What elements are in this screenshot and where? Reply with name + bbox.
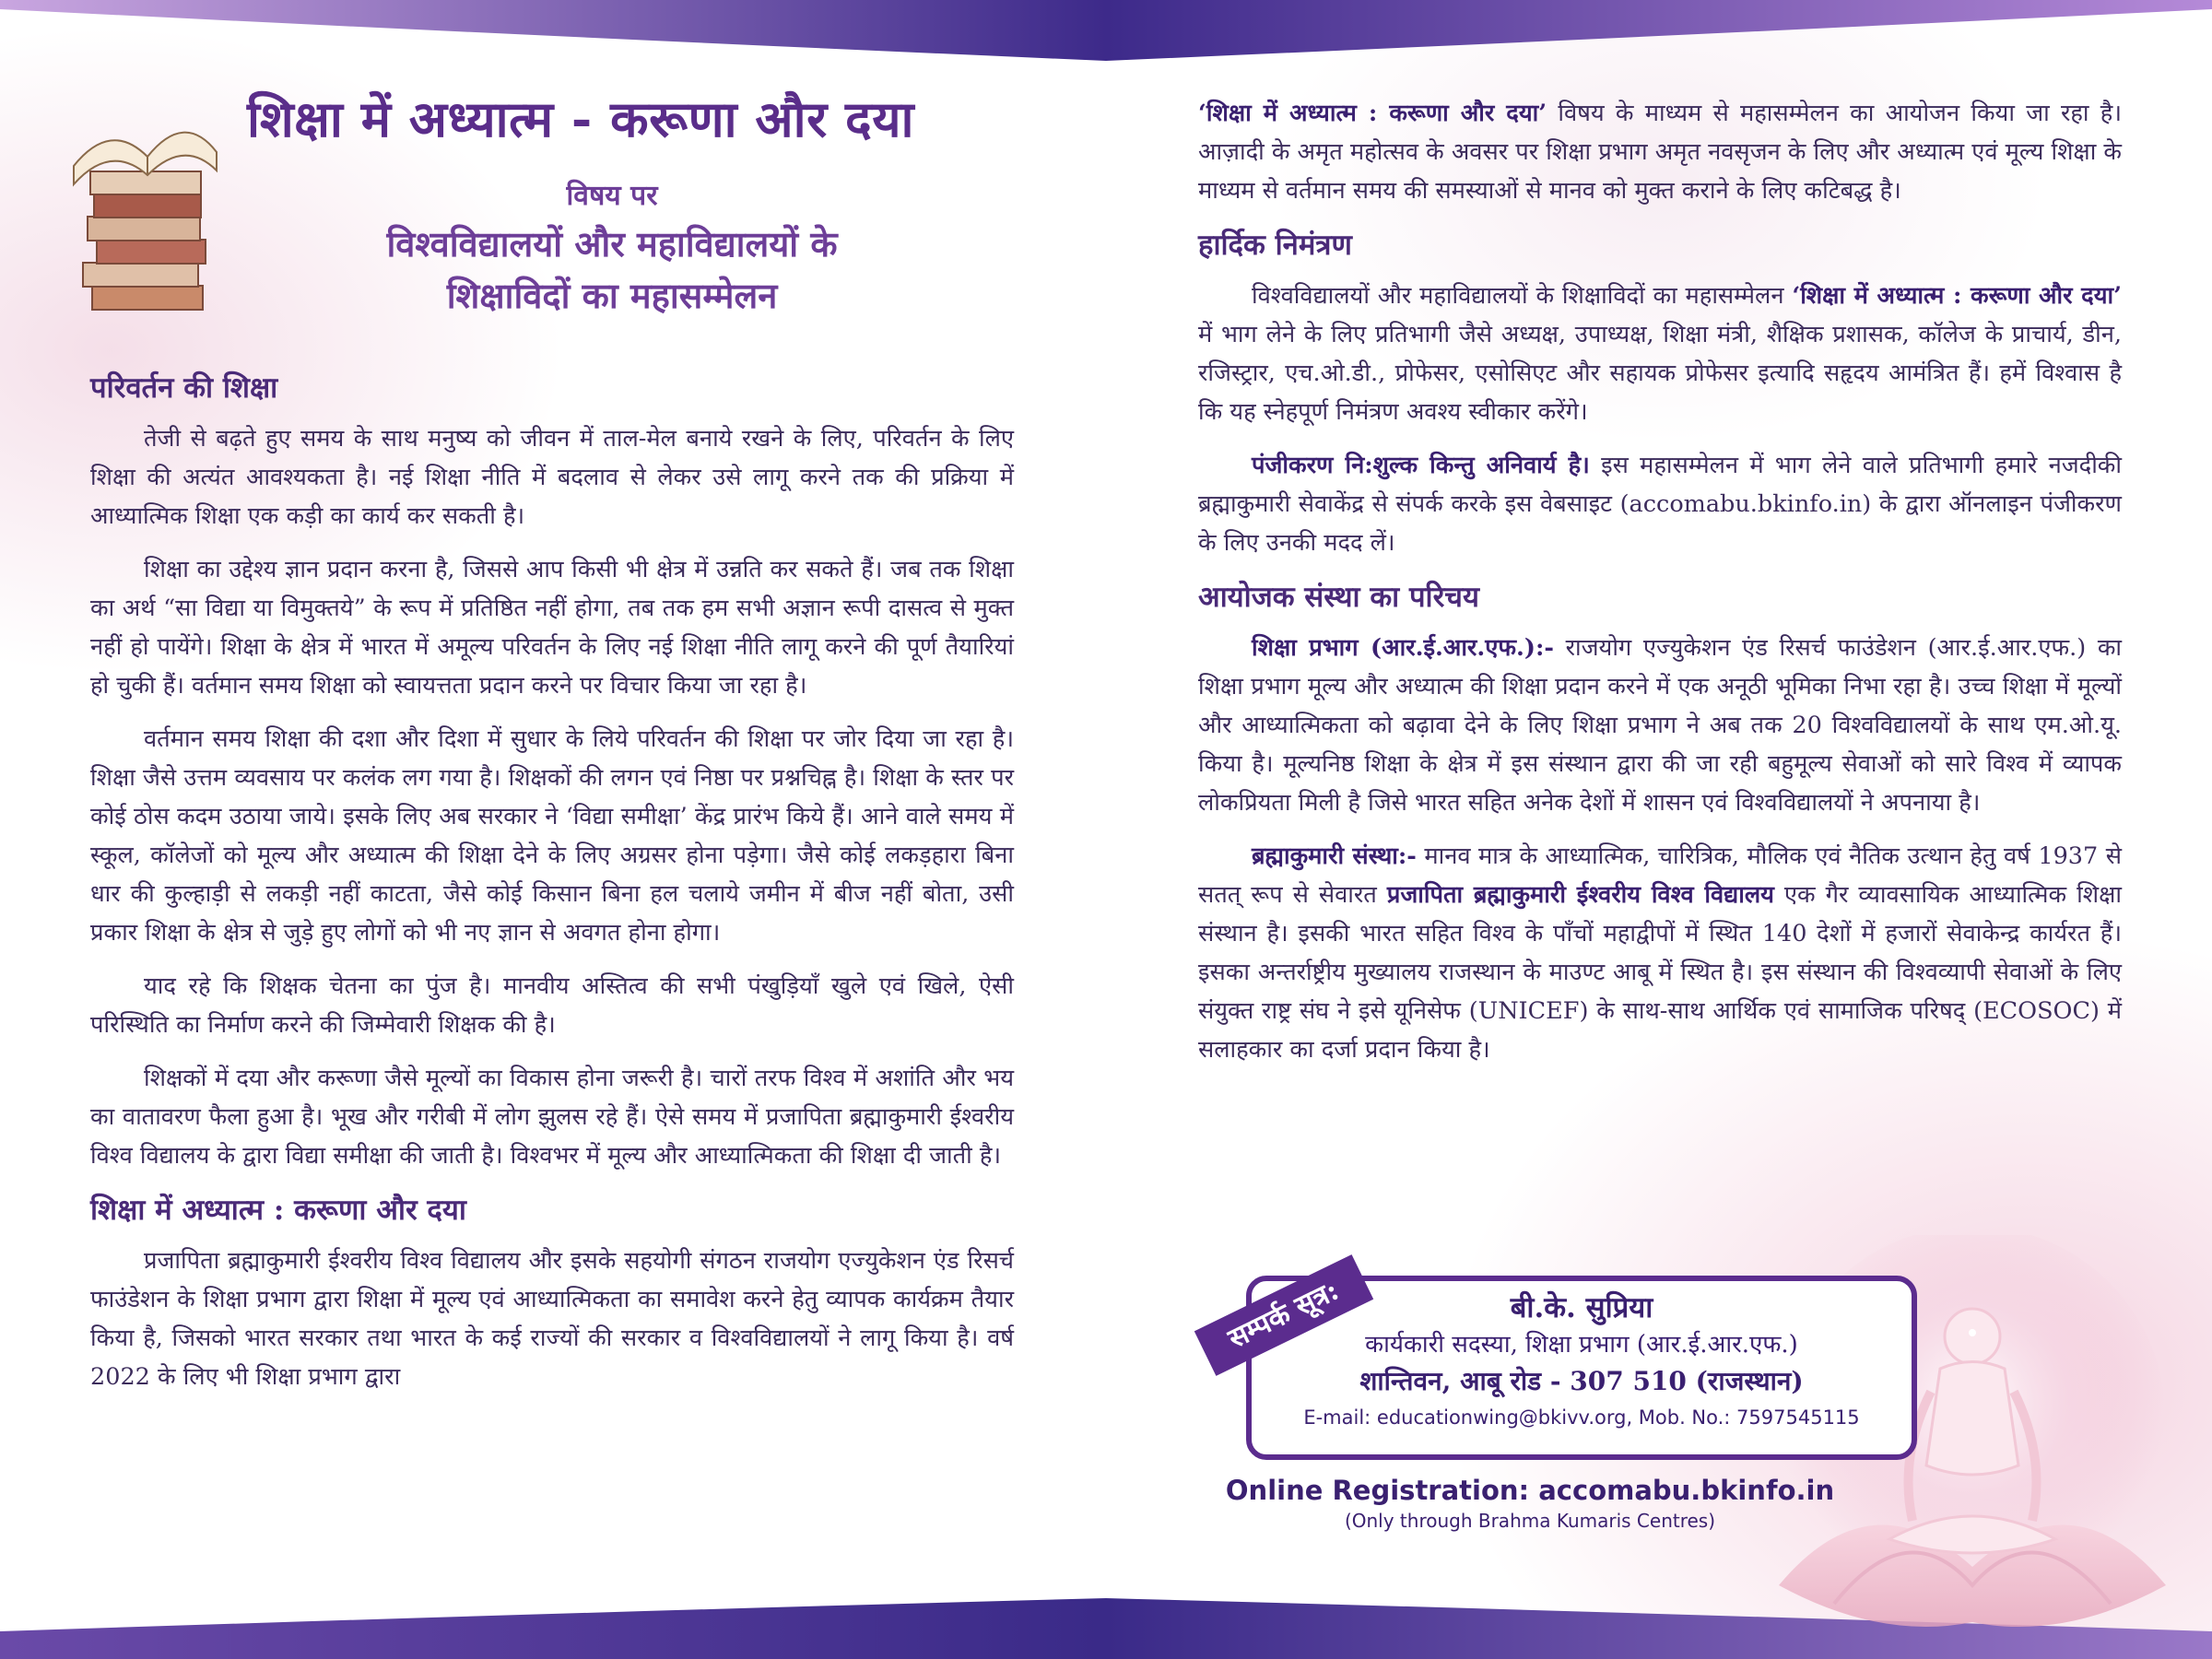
paragraph: शिक्षकों में दया और करूणा जैसे मूल्यों का विकास होना जरूरी है। चारों तरफ विश्व में अशांति और भय का वातावरण फैला हुआ है। भूख और गरीबी में लोग झुलस रहे हैं। ऐसे समय में प्रजापिता ब्रह्माकुमारी ईश्वरीय विश्व विद्यालय के द्वारा विद्या समीक्षा की जाती है। विश्वभर में मूल्य और आध्यात्मिकता की शिक्षा दी जाती है। [90, 1065, 1014, 1170]
section-heading-parivartan: परिवर्तन की शिक्षा [90, 371, 278, 405]
paragraph-text: राजयोग एज्युकेशन एंड रिसर्च फाउंडेशन (आर.ई.आर.एफ.) का शिक्षा प्रभाग मूल्य और अध्यात्म की शिक्षा प्रदान करने में एक अनूठी भूमिका निभा रहा है। उच्च शिक्षा में मूल्यों और आध्यात्मिकता को बढ़ावा देने के लिए शिक्षा प्रभाग ने अब तक 20 विश्वविद्यालयों के साथ एम.ओ.यू. किया है। मूल्यनिष्ठ शिक्षा के क्षेत्र में इस संस्थान द्वारा की जा रही बहुमूल्य सेवाओं को सारे विश्व में व्यापक लोकप्रियता मिली है जिसे भारत सहित अनेक देशों में शासन एवं विश्वविद्यालयों ने अपनाया है। [1198, 634, 2123, 817]
section-heading-adhyatm: शिक्षा में अध्यात्म : करूणा और दया [90, 1194, 466, 1227]
paragraph: शिक्षा का उद्देश्य ज्ञान प्रदान करना है, जिससे आप किसी भी क्षेत्र में उन्नति कर सकते हैं। जब तक शिक्षा का अर्थ “सा विद्या या विमुक्तये” के रूप में प्रतिष्ठित नहीं होगा, तब तक हम सभी अज्ञान रूपी दासत्व से मुक्त नहीं हो पायेंगे। शिक्षा के क्षेत्र में भारत में अमूल्य परिवर्तन के लिए नई शिक्षा नीति लागू करने की पूर्ण तैयारियां हो चुकी हैं। वर्तमान समय शिक्षा को स्वायत्तता प्रदान करने पर विचार किया जा रहा है। [90, 556, 1014, 700]
paragraph-text: में भाग लेने के लिए प्रतिभागी जैसे अध्यक्ष, उपाध्यक्ष, शिक्षा मंत्री, शैक्षिक प्रशासक, कॉलेज के प्राचार्य, डीन, रजिस्ट्रार, एच.ओ.डी., प्रोफेसर, एसोसिएट और सहायक प्रोफेसर इत्यादि सहृदय आमंत्रित हैं। हमें विश्वास है कि यह स्नेहपूर्ण निमंत्रण अवश्य स्वीकार करेंगे। [1198, 321, 2122, 426]
section-heading-aayojak: आयोजक संस्था का परिचय [1198, 581, 1479, 614]
paragraph [1198, 276, 2122, 431]
paragraph-text: विषय के माध्यम से महासम्मेलन का आयोजन किया जा रहा है। आज़ादी के अमृत महोत्सव के अवसर पर शिक्षा प्रभाग अमृत नवसृजन के लिए और अध्यात्म एवं मूल्य शिक्षा के माध्यम से वर्तमान समय की समस्याओं से मानव को मुक्त कराने के लिए कटिबद्ध है। [1198, 100, 2122, 205]
contact-role: कार्यकारी सदस्या, शिक्षा प्रभाग (आर.ई.आर.एफ.) [1365, 1331, 1798, 1359]
contact-tag: सम्पर्क सूत्र: [1194, 1254, 1373, 1376]
paragraph: वर्तमान समय शिक्षा की दशा और दिशा में सुधार के लिये परिवर्तन की शिक्षा पर जोर दिया जा रहा है। शिक्षा जैसे उत्तम व्यवसाय पर कलंक लग गया है। शिक्षकों की लगन एवं निष्ठा पर प्रश्नचिह्न है। शिक्षा के स्तर पर कोई ठोस कदम उठाया जाये। इसके लिए अब सरकार ने ‘विद्या समीक्षा’ केंद्र प्रारंभ किये हैं। आने वाले समय में स्कूल, कॉलेजों को मूल्य और अध्यात्म की शिक्षा देने के लिए अग्रसर होना पड़ेगा। जैसे कोई लकड़हारा बिना धार की कुल्हाड़ी से लकड़ी नहीं काटता, जैसे कोई किसान बिना हल चलाये जमीन में बीज नहीं बोता, उसी प्रकार शिक्षा के क्षेत्र से जुड़े हुए लोगों को भी नए ज्ञान से अवगत होना होगा। [90, 725, 1014, 947]
section-heading-nimantran: हार्दिक निमंत्रण [1198, 229, 1352, 262]
paragraph [1198, 446, 2122, 562]
bold-phrase: प्रजापिता ब्रह्माकुमारी ईश्वरीय विश्व विद्यालय [1386, 881, 1774, 909]
bold-phrase: शिक्षा प्रभाग (आर.ई.आर.एफ.):- [1252, 634, 1554, 662]
hero-subtitle [210, 175, 1014, 322]
top-band [0, 0, 2212, 65]
right-column [1198, 94, 2122, 1084]
subtitle-line-2: शिक्षाविदों का महासम्मेलन [446, 275, 778, 316]
registration-block [1198, 1475, 1862, 1532]
bold-phrase: ‘शिक्षा में अध्यात्म : करूणा और दया’ [1198, 100, 1547, 127]
registration-link[interactable]: Online Registration: accomabu.bkinfo.in [1225, 1475, 1835, 1506]
subtitle-topic: विषय पर [566, 180, 658, 212]
paragraph [1198, 837, 2122, 1069]
paragraph-text: एक गैर व्यावसायिक आध्यात्मिक शिक्षा संस्थान है। इसकी भारत सहित विश्व के पाँचों महाद्वीपों में स्थित 140 देशों में हजारों सेवाकेन्द्र कार्यरत हैं। इसका अन्तर्राष्ट्रीय मुख्यालय राजस्थान के माउण्ट आबू में स्थित है। इस संस्थान की विश्वव्यापी सेवाओं के लिए संयुक्त राष्ट्र संघ ने इसे यूनिसेफ (UNICEF) के साथ-साथ आर्थिक एवं सामाजिक परिषद् (ECOSOC) में सलाहकार का दर्जा प्रदान किया है। [1198, 881, 2122, 1064]
paragraph [1198, 629, 2122, 822]
left-column [90, 83, 1014, 1411]
registration-note: (Only through Brahma Kumaris Centres) [1344, 1510, 1716, 1532]
contact-address: शान्तिवन, आबू रोड - 307 510 (राजस्थान) [1359, 1366, 1804, 1396]
paragraph: याद रहे कि शिक्षक चेतना का पुंज है। मानवीय अस्तित्व की सभी पंखुड़ियाँ खुले एवं खिले, ऐसी परिस्थिति का निर्माण करने की जिम्मेवारी शिक्षक की है। [90, 972, 1014, 1039]
paragraph-text: विश्वविद्यालयों और महाविद्यालयों के शिक्षाविदों का महासम्मेलन [1252, 282, 1793, 310]
bold-phrase: ‘शिक्षा में अध्यात्म : करूणा और दया’ [1792, 282, 2122, 310]
contact-email-phone: E-mail: educationwing@bkivv.org, Mob. No.: 7597545115 [1303, 1406, 1860, 1429]
paragraph: प्रजापिता ब्रह्माकुमारी ईश्वरीय विश्व विद्यालय और इसके सहयोगी संगठन राजयोग एज्युकेशन एंड रिसर्च फाउंडेशन के शिक्षा प्रभाग द्वारा शिक्षा में मूल्य एवं आध्यात्मिकता का समावेश करने हेतु व्यापक कार्यक्रम तैयार किया है, जिसको भारत सरकार तथा भारत के कई राज्यों की सरकार व विश्वविद्यालयों ने लागू किया है। वर्ष 2022 के लिए भी शिक्षा प्रभाग द्वारा [90, 1247, 1014, 1391]
page-title: शिक्षा में अध्यात्म - करूणा और दया [247, 89, 915, 148]
paragraph: तेजी से बढ़ते हुए समय के साथ मनुष्य को जीवन में ताल-मेल बनाये रखने के लिए, परिवर्तन के लिए शिक्षा की अत्यंत आवश्यकता है। नई शिक्षा नीति में बदलाव से लेकर उसे लागू करने तक की प्रक्रिया में आध्यात्मिक शिक्षा एक कड़ी का कार्य कर सकती है। [90, 425, 1014, 530]
paragraph [1198, 94, 2122, 210]
contact-name: बी.के. सुप्रिया [1510, 1291, 1653, 1324]
paragraph-text: इस महासम्मेलन में भाग लेने वाले प्रतिभागी हमारे नजदीकी ब्रह्माकुमारी सेवाकेंद्र से संपर्क करके इस वेबसाइट (accomabu.bkinfo.in) के द्वारा ऑनलाइन पंजीकरण के लिए उनकी मदद लें। [1198, 452, 2122, 557]
subtitle-line-1: विश्वविद्यालयों और महाविद्यालयों के [386, 223, 838, 265]
bold-phrase: ब्रह्माकुमारी संस्था:- [1252, 842, 1417, 870]
bold-phrase: पंजीकरण नि:शुल्क किन्तु अनिवार्य है। [1252, 452, 1590, 479]
paragraph-text: मानव मात्र के आध्यात्मिक, चारित्रिक, मौलिक एवं नैतिक उत्थान हेतु वर्ष 1937 से सतत् रूप से सेवारत [1198, 842, 2122, 909]
